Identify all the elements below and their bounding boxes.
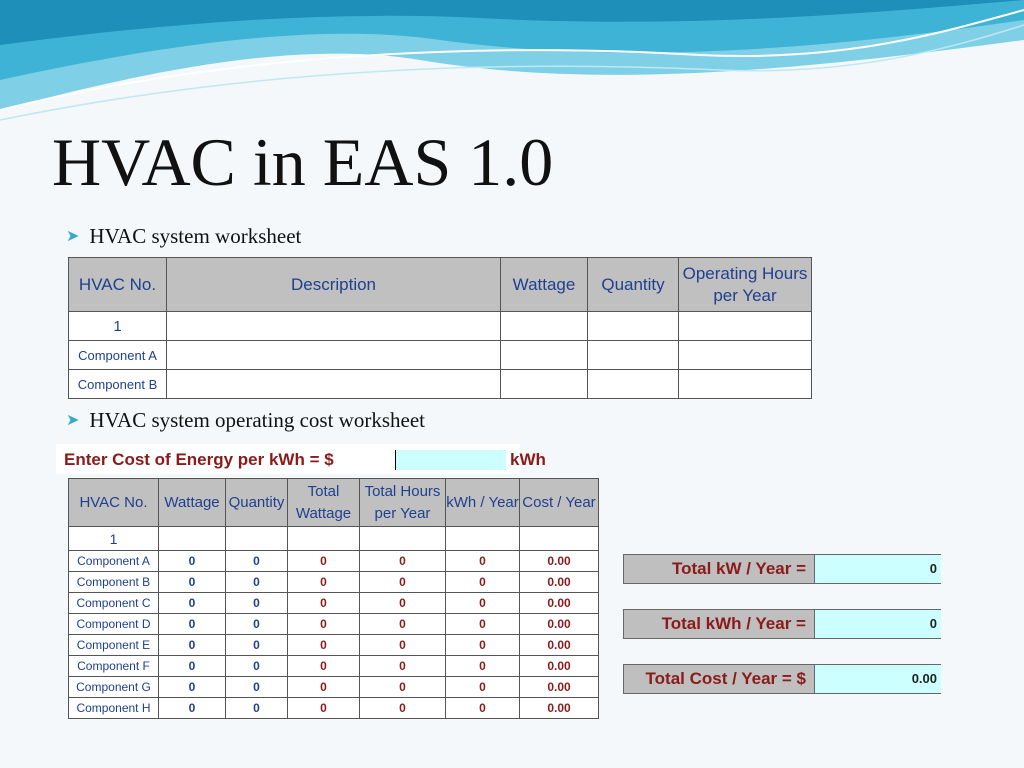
quantity-cell: 0	[226, 635, 288, 656]
total-wattage-cell: 0	[288, 677, 360, 698]
row-label: Component G	[69, 677, 159, 698]
table-row	[69, 656, 599, 677]
energy-cost-label: Enter Cost of Energy per kWh = $	[64, 450, 334, 469]
kwh-cell: 0	[446, 614, 520, 635]
cell	[226, 527, 288, 551]
kwh-cell: 0	[446, 698, 520, 719]
total-hours-cell: 0	[360, 698, 446, 719]
header-total-wattage	[288, 479, 360, 527]
cost-cell: 0.00	[520, 635, 599, 656]
hours-cell[interactable]	[679, 341, 812, 370]
row-label: Component A	[69, 341, 167, 370]
row-label: Component A	[69, 551, 159, 572]
total-value: 0	[929, 616, 937, 631]
total-wattage-cell: 0	[288, 593, 360, 614]
cost-cell: 0.00	[520, 677, 599, 698]
wattage-cell[interactable]	[501, 312, 588, 341]
row-label: Component H	[69, 698, 159, 719]
hvac-system-table	[68, 257, 812, 399]
wattage-cell: 0	[159, 698, 226, 719]
total-wattage-cell: 0	[288, 551, 360, 572]
cost-cell: 0.00	[520, 593, 599, 614]
table-row	[69, 551, 599, 572]
hours-cell[interactable]	[679, 370, 812, 399]
cell	[360, 527, 446, 551]
total-wattage-cell: 0	[288, 635, 360, 656]
quantity-cell: 0	[226, 656, 288, 677]
hours-cell[interactable]	[679, 312, 812, 341]
header-line: Operating Hours	[682, 263, 808, 283]
quantity-cell[interactable]	[588, 341, 679, 370]
table-row	[69, 370, 812, 399]
header-line: Wattage	[295, 504, 352, 522]
description-cell[interactable]	[167, 370, 501, 399]
total-wattage-cell: 0	[288, 572, 360, 593]
description-cell[interactable]	[167, 341, 501, 370]
header-description: Description	[167, 258, 501, 312]
total-hours-cell: 0	[360, 677, 446, 698]
table-row	[69, 614, 599, 635]
total-hours-cell: 0	[360, 572, 446, 593]
wattage-cell: 0	[159, 656, 226, 677]
header-line: Total Hours	[364, 482, 441, 500]
total-hours-cell: 0	[360, 593, 446, 614]
total-hours-cell: 0	[360, 635, 446, 656]
description-cell[interactable]	[167, 312, 501, 341]
header-line: per Year	[374, 504, 431, 522]
total-label: Total Cost / Year = $	[645, 669, 806, 688]
arrow-bullet-icon: ➤	[66, 228, 80, 245]
cell	[520, 527, 599, 551]
header-hvac-no: HVAC No.	[69, 258, 167, 312]
quantity-cell: 0	[226, 593, 288, 614]
arrow-bullet-icon: ➤	[66, 412, 80, 429]
cost-cell: 0.00	[520, 698, 599, 719]
wattage-cell: 0	[159, 593, 226, 614]
quantity-cell: 0	[226, 698, 288, 719]
row-label: Component B	[69, 370, 167, 399]
header-line: Total	[307, 482, 340, 500]
total-value-box	[814, 610, 941, 638]
row-label: Component D	[69, 614, 159, 635]
quantity-cell: 0	[226, 614, 288, 635]
total-label: Total kWh / Year =	[661, 614, 806, 633]
operating-cost-table	[68, 478, 599, 719]
header-operating-hours	[679, 258, 812, 312]
quantity-cell: 0	[226, 551, 288, 572]
total-value-box	[814, 555, 941, 583]
table-row	[69, 341, 812, 370]
wattage-cell: 0	[159, 551, 226, 572]
header-hvac-no: HVAC No.	[69, 479, 159, 527]
energy-cost-row	[56, 444, 546, 474]
total-kwh-year	[623, 609, 941, 639]
cost-cell: 0.00	[520, 551, 599, 572]
header-quantity: Quantity	[588, 258, 679, 312]
kwh-cell: 0	[446, 677, 520, 698]
wattage-cell: 0	[159, 572, 226, 593]
kwh-cell: 0	[446, 656, 520, 677]
cell	[159, 527, 226, 551]
cost-cell: 0.00	[520, 572, 599, 593]
header-wave-decoration	[0, 0, 1024, 130]
total-value: 0	[929, 561, 937, 576]
table-row	[69, 572, 599, 593]
table-row	[69, 593, 599, 614]
total-hours-cell: 0	[360, 551, 446, 572]
kwh-cell: 0	[446, 551, 520, 572]
bullet-cost-worksheet	[66, 408, 425, 433]
slide-title: HVAC in EAS 1.0	[52, 124, 554, 200]
table-row	[69, 312, 812, 341]
row-label: Component C	[69, 593, 159, 614]
quantity-cell: 0	[226, 677, 288, 698]
total-wattage-cell: 0	[288, 656, 360, 677]
wattage-cell[interactable]	[501, 341, 588, 370]
bullet-text: HVAC system worksheet	[89, 224, 302, 248]
table-row	[69, 698, 599, 719]
header-total-hours	[360, 479, 446, 527]
row-label: 1	[69, 527, 159, 551]
wattage-cell[interactable]	[501, 370, 588, 399]
energy-cost-input[interactable]	[395, 450, 506, 470]
table-row	[69, 635, 599, 656]
table-row	[69, 527, 599, 551]
kwh-cell: 0	[446, 593, 520, 614]
header-wattage: Wattage	[501, 258, 588, 312]
row-label: Component B	[69, 572, 159, 593]
header-wattage: Wattage	[159, 479, 226, 527]
energy-unit-label: kWh	[510, 450, 546, 469]
table-row	[69, 677, 599, 698]
bullet-hvac-worksheet	[66, 224, 301, 249]
wattage-cell: 0	[159, 614, 226, 635]
kwh-cell: 0	[446, 572, 520, 593]
header-kwh-year: kWh / Year	[446, 479, 520, 527]
row-label: Component F	[69, 656, 159, 677]
quantity-cell[interactable]	[588, 312, 679, 341]
wattage-cell: 0	[159, 677, 226, 698]
row-label: 1	[69, 312, 167, 341]
cell	[288, 527, 360, 551]
header-quantity: Quantity	[226, 479, 288, 527]
row-label: Component E	[69, 635, 159, 656]
kwh-cell: 0	[446, 635, 520, 656]
header-cost-year: Cost / Year	[520, 479, 599, 527]
total-value-box	[814, 665, 941, 693]
total-hours-cell: 0	[360, 614, 446, 635]
total-label: Total kW / Year =	[671, 559, 806, 578]
total-kw-year	[623, 554, 941, 584]
quantity-cell: 0	[226, 572, 288, 593]
quantity-cell[interactable]	[588, 370, 679, 399]
total-wattage-cell: 0	[288, 614, 360, 635]
total-wattage-cell: 0	[288, 698, 360, 719]
cost-cell: 0.00	[520, 656, 599, 677]
total-value: 0.00	[911, 671, 937, 686]
total-cost-year	[623, 664, 941, 694]
cost-cell: 0.00	[520, 614, 599, 635]
wattage-cell: 0	[159, 635, 226, 656]
header-line: per Year	[713, 285, 777, 305]
total-hours-cell: 0	[360, 656, 446, 677]
bullet-text: HVAC system operating cost worksheet	[89, 408, 425, 432]
cell	[446, 527, 520, 551]
